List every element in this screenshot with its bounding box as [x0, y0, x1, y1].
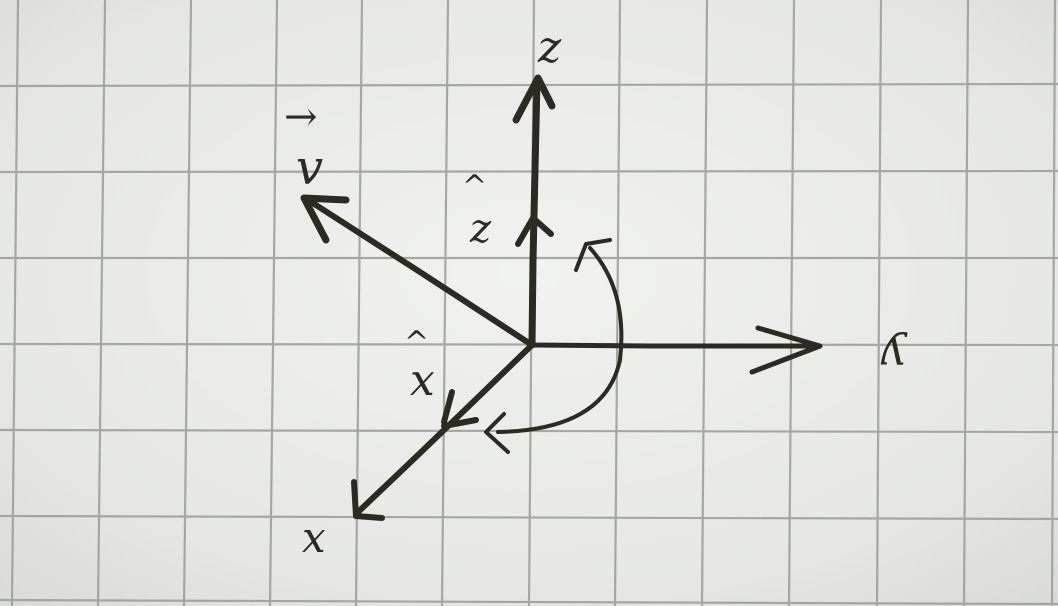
unit-z-hat: ^ [462, 169, 488, 204]
vector-v-label: v [296, 140, 324, 196]
y-axis-label: y [881, 331, 906, 382]
z-axis-label: z [538, 22, 562, 73]
x-axis-label: x [302, 513, 326, 562]
unit-x-label: x [410, 355, 435, 406]
vector-v-arrow-mark: → [284, 94, 318, 140]
unit-z-label: z [470, 206, 492, 252]
unit-x-hat: ^ [404, 325, 430, 360]
y-axis-line [532, 345, 818, 346]
